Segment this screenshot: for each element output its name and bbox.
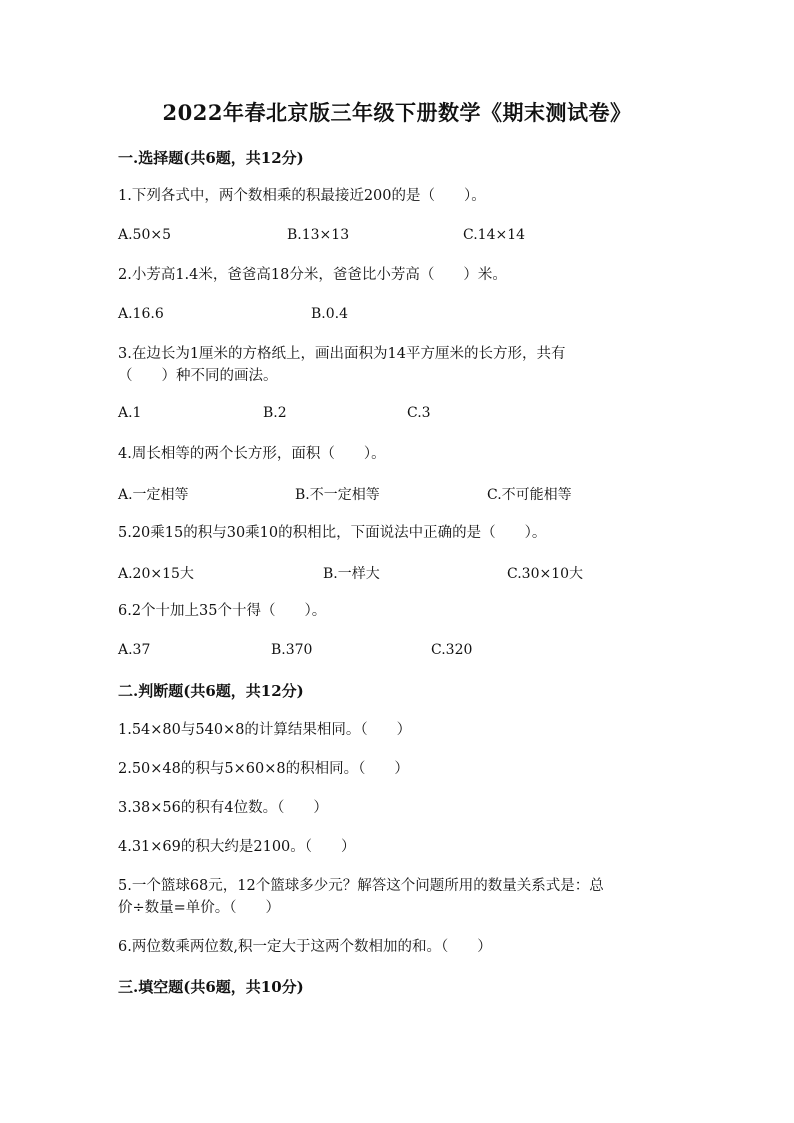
question-6: 6.2个十加上35个十得（ ）。 <box>118 603 327 619</box>
question-5: 5.20乘15的积与30乘10的积相比，下面说法中正确的是（ ）。 <box>118 525 547 541</box>
judge-item-5-line2: 价÷数量=单价。（ ） <box>118 900 281 916</box>
option-1c: C.14×14 <box>463 227 526 243</box>
page-title: 2022年春北京版三年级下册数学《期末测试卷》 <box>162 100 632 125</box>
judge-item-5-line1: 5.一个篮球68元，12个篮球多少元？解答这个问题所用的数量关系式是：总 <box>118 878 604 894</box>
question-3-line1: 3.在边长为1厘米的方格纸上，画出面积为14平方厘米的长方形，共有 <box>118 346 566 362</box>
option-6c: C.320 <box>431 642 473 658</box>
question-1: 1.下列各式中，两个数相乘的积最接近200的是（ ）。 <box>118 188 486 204</box>
judge-item-3: 3.38×56的积有4位数。（ ） <box>118 800 328 816</box>
judge-item-6: 6.两位数乘两位数,积一定大于这两个数相加的和。（ ） <box>118 939 492 955</box>
question-2: 2.小芳高1.4米，爸爸高18分米，爸爸比小芳高（ ）米。 <box>118 267 507 283</box>
option-3a: A.1 <box>118 405 142 421</box>
option-6a: A.37 <box>118 642 151 658</box>
option-1b: B.13×13 <box>287 227 350 243</box>
option-5c: C.30×10大 <box>507 566 584 582</box>
option-5a: A.20×15大 <box>118 566 194 582</box>
option-4a: A.一定相等 <box>118 487 189 503</box>
option-6b: B.370 <box>271 642 313 658</box>
option-1a: A.50×5 <box>118 227 172 243</box>
option-2a: A.16.6 <box>118 306 164 322</box>
option-4b: B.不一定相等 <box>295 487 380 503</box>
option-3b: B.2 <box>263 405 287 421</box>
option-2b: B.0.4 <box>311 306 349 322</box>
section-heading-judge: 二.判断题(共6题，共12分) <box>118 682 304 700</box>
judge-item-2: 2.50×48的积与5×60×8的积相同。（ ） <box>118 761 409 777</box>
judge-item-4: 4.31×69的积大约是2100。（ ） <box>118 839 356 855</box>
option-5b: B.一样大 <box>323 566 380 582</box>
option-3c: C.3 <box>407 405 431 421</box>
section-heading-fill: 三.填空题(共6题，共10分) <box>118 978 304 996</box>
question-3-line2: （ ）种不同的画法。 <box>118 368 278 384</box>
judge-item-1: 1.54×80与540×8的计算结果相同。（ ） <box>118 722 412 738</box>
section-heading-choice: 一.选择题(共6题，共12分) <box>118 149 304 167</box>
option-4c: C.不可能相等 <box>487 487 572 503</box>
question-4: 4.周长相等的两个长方形，面积（ ）。 <box>118 446 386 462</box>
